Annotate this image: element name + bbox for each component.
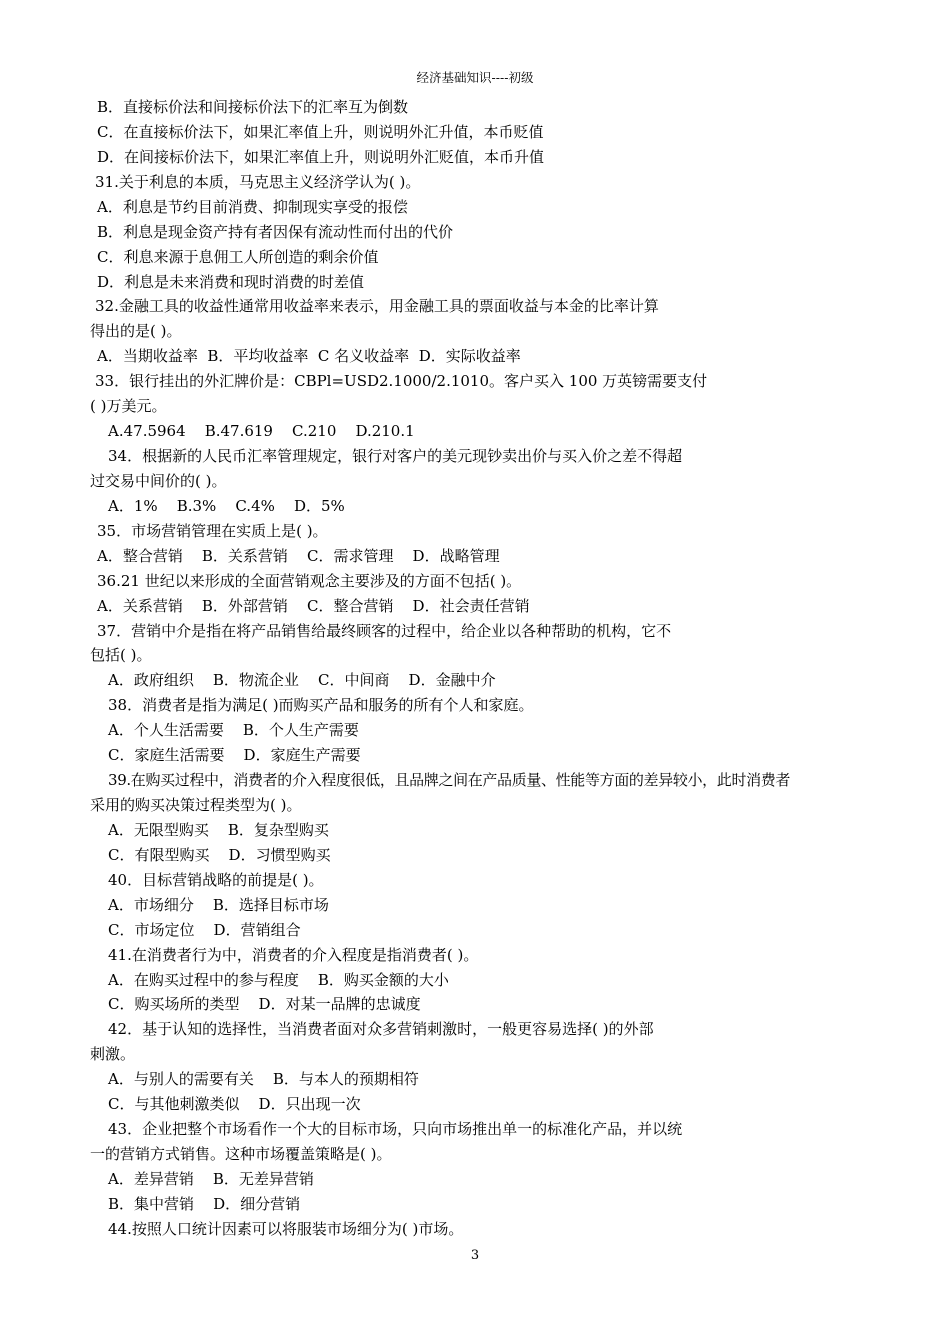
question-44: 44.按照人口统计因素可以将服装市场细分为( )市场。 <box>108 1219 464 1238</box>
text-line: A．市场细分 B．选择目标市场 <box>108 895 329 914</box>
question-34: 34．根据新的人民币汇率管理规定，银行对客户的美元现钞卖出价与买入价之差不得超 <box>108 447 683 466</box>
question-32: 32.金融工具的收益性通常用收益率来表示，用金融工具的票面收益与本金的比率计算 <box>95 297 659 316</box>
page-number: 3 <box>470 1248 480 1263</box>
text-line: A．整合营销 B．关系营销 C．需求管理 D．战略管理 <box>97 546 500 565</box>
question-37: 37．营销中介是指在将产品销售给最终顾客的过程中，给企业以各种帮助的机构，它不 <box>97 621 672 640</box>
text-line: C．与其他刺激类似 D．只出现一次 <box>108 1095 361 1114</box>
text-line: 得出的是( )。 <box>90 322 182 341</box>
text-line: A．无限型购买 B．复杂型购买 <box>108 820 329 839</box>
text-line: B．直接标价法和间接标价法下的汇率互为倒数 <box>97 98 409 116</box>
question-38: 38．消费者是指为满足( )而购买产品和服务的所有个人和家庭。 <box>108 696 534 715</box>
text-line: B．集中营销 D．细分营销 <box>108 1194 301 1213</box>
question-33: 33．银行挂出的外汇牌价是：CBPl=USD2.1000/2.1010。客户买入 100 万英镑需要支付 <box>95 372 708 391</box>
question-43: 43．企业把整个市场看作一个大的目标市场，只向市场推出单一的标准化产品，并以统 <box>108 1120 683 1139</box>
question-40: 40．目标营销战略的前提是( )。 <box>108 870 324 889</box>
text-line: A．在购买过程中的参与程度 B．购买金额的大小 <box>108 970 449 989</box>
question-41: 41.在消费者行为中，消费者的介入程度是指消费者( )。 <box>108 945 479 964</box>
text-line: 一的营销方式销售。这种市场覆盖策略是( )。 <box>90 1145 392 1164</box>
text-line: C．利息来源于息佣工人所创造的剩余价值 <box>97 247 379 266</box>
text-line: A．1% B.3% C.4% D．5% <box>108 496 345 515</box>
text-line: 刺激。 <box>90 1045 136 1064</box>
text-line: 采用的购买决策过程类型为( )。 <box>90 796 302 815</box>
text-line: A．个人生活需要 B．个人生产需要 <box>108 721 359 740</box>
question-39: 39.在购买过程中，消费者的介入程度很低，且品牌之间在产品质量、性能等方面的差异较小，此时消费者 <box>108 771 791 790</box>
text-line: A.47.5964 B.47.619 C.210 D.210.1 <box>108 422 415 441</box>
text-line: ( )万美元。 <box>90 397 167 416</box>
text-line: D．利息是未来消费和现时消费的时差值 <box>97 272 365 291</box>
question-42: 42．基于认知的选择性，当消费者面对众多营销刺激时，一般更容易选择( )的外部 <box>108 1020 654 1039</box>
text-line: A．差异营销 B．无差异营销 <box>108 1169 314 1188</box>
question-31: 31.关于利息的本质，马克思主义经济学认为( )。 <box>95 172 421 191</box>
text-line: C．购买场所的类型 D．对某一品牌的忠诚度 <box>108 995 421 1014</box>
question-35: 35．市场营销管理在实质上是( )。 <box>97 521 328 540</box>
text-line: 过交易中间价的( )。 <box>90 471 227 490</box>
text-line: A．政府组织 B．物流企业 C．中间商 D．金融中介 <box>108 671 496 690</box>
text-line: D．在间接标价法下，如果汇率值上升，则说明外汇贬值，本币升值 <box>97 147 545 166</box>
text-line: A．利息是节约目前消费、抑制现实享受的报偿 <box>97 197 408 216</box>
text-line: C．在直接标价法下，如果汇率值上升，则说明外汇升值，本币贬值 <box>97 122 544 141</box>
text-line: C．家庭生活需要 D．家庭生产需要 <box>108 746 361 765</box>
text-line: C．有限型购买 D．习惯型购买 <box>108 845 331 864</box>
text-line: A．关系营销 B．外部营销 C．整合营销 D．社会责任营销 <box>97 596 530 615</box>
text-line: A．当期收益率 B．平均收益率 C 名义收益率 D．实际收益率 <box>97 347 521 366</box>
text-line: C．市场定位 D．营销组合 <box>108 920 301 939</box>
question-36: 36.21 世纪以来形成的全面营销观念主要涉及的方面不包括( )。 <box>97 571 522 590</box>
text-line: 包括( )。 <box>90 646 152 665</box>
page-header: 经济基础知识----初级 <box>416 70 534 85</box>
text-line: B．利息是现金资产持有者因保有流动性而付出的代价 <box>97 222 454 241</box>
text-line: A．与别人的需要有关 B．与本人的预期相符 <box>108 1070 419 1089</box>
